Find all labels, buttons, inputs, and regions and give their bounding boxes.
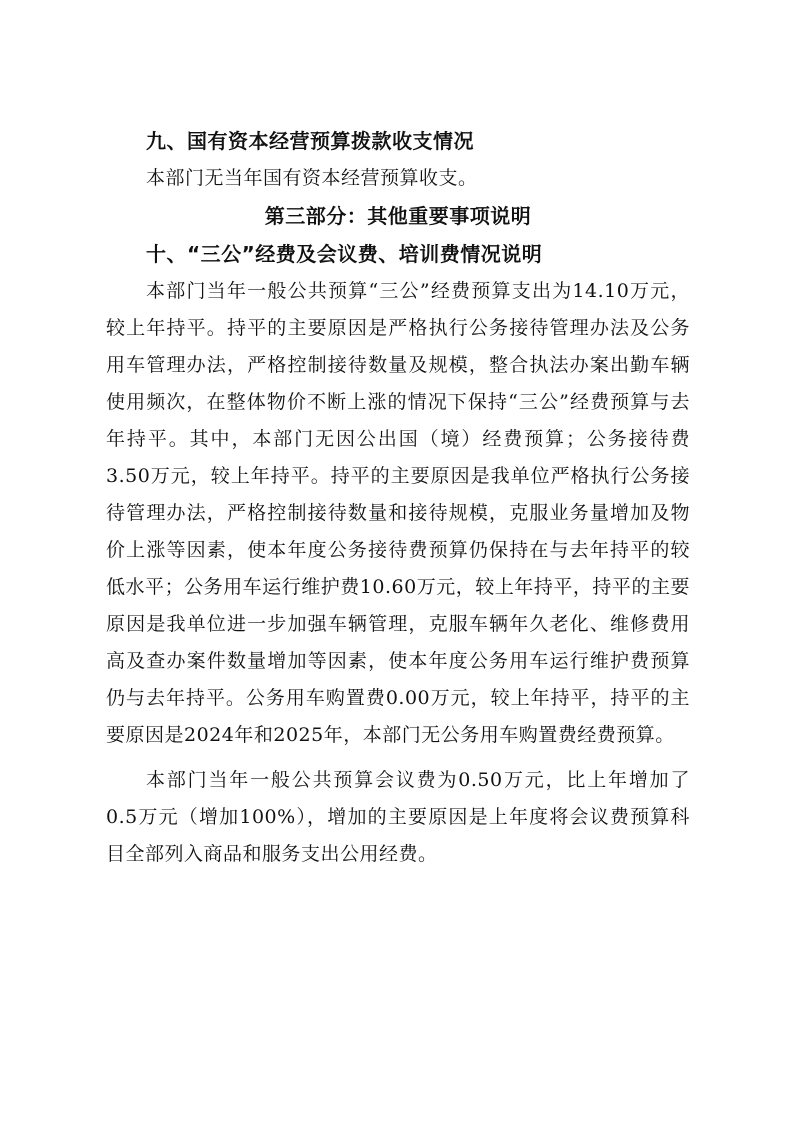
paragraph-gap <box>106 754 690 762</box>
section-10-paragraph-1: 本部门当年一般公共预算“三公”经费预算支出为14.10万元，较上年持平。持平的主要原因是严格执行公务接待管理办法及公务用车管理办法，严格控制接待数量及规模，整合执法办案出勤车辆使用频次，在整体物价不断上涨的情况下保持“三公”经费预算与去年持平。其中，本部门无因公出国（境）经费预算；公务接待费3.50万元，较上年持平。持平的主要原因是我单位严格执行公务接待管理办法，严格控制接待数量和接待规模，克服业务量增加及物价上涨等因素，使本年度公务接待费预算仍保持在与去年持平的较低水平；公务用车运行维护费10.60万元，较上年持平，持平的主要原因是我单位进一步加强车辆管理，克服车辆年久老化、维修费用高及查办案件数量增加等因素，使本年度公务用车运行维护费预算仍与去年持平。公务用车购置费0.00万元，较上年持平，持平的主要原因是2024年和2025年，本部门无公务用车购置费经费预算。 <box>106 280 690 746</box>
section-9-body: 本部门无当年国有资本经营预算收支。 <box>146 167 478 189</box>
section-9-heading: 九、国有资本经营预算拨款收支情况 <box>146 129 474 153</box>
document-body <box>106 122 690 873</box>
part-3-heading: 第三部分：其他重要事项说明 <box>264 204 532 228</box>
section-10-heading: 十、“三公”经费及会议费、培训费情况说明 <box>146 242 543 266</box>
section-10-paragraph-2: 本部门当年一般公共预算会议费为0.50万元，比上年增加了0.5万元（增加100%），增加的主要原因是上年度将会议费预算科目全部列入商品和服务支出公用经费。 <box>106 769 690 865</box>
